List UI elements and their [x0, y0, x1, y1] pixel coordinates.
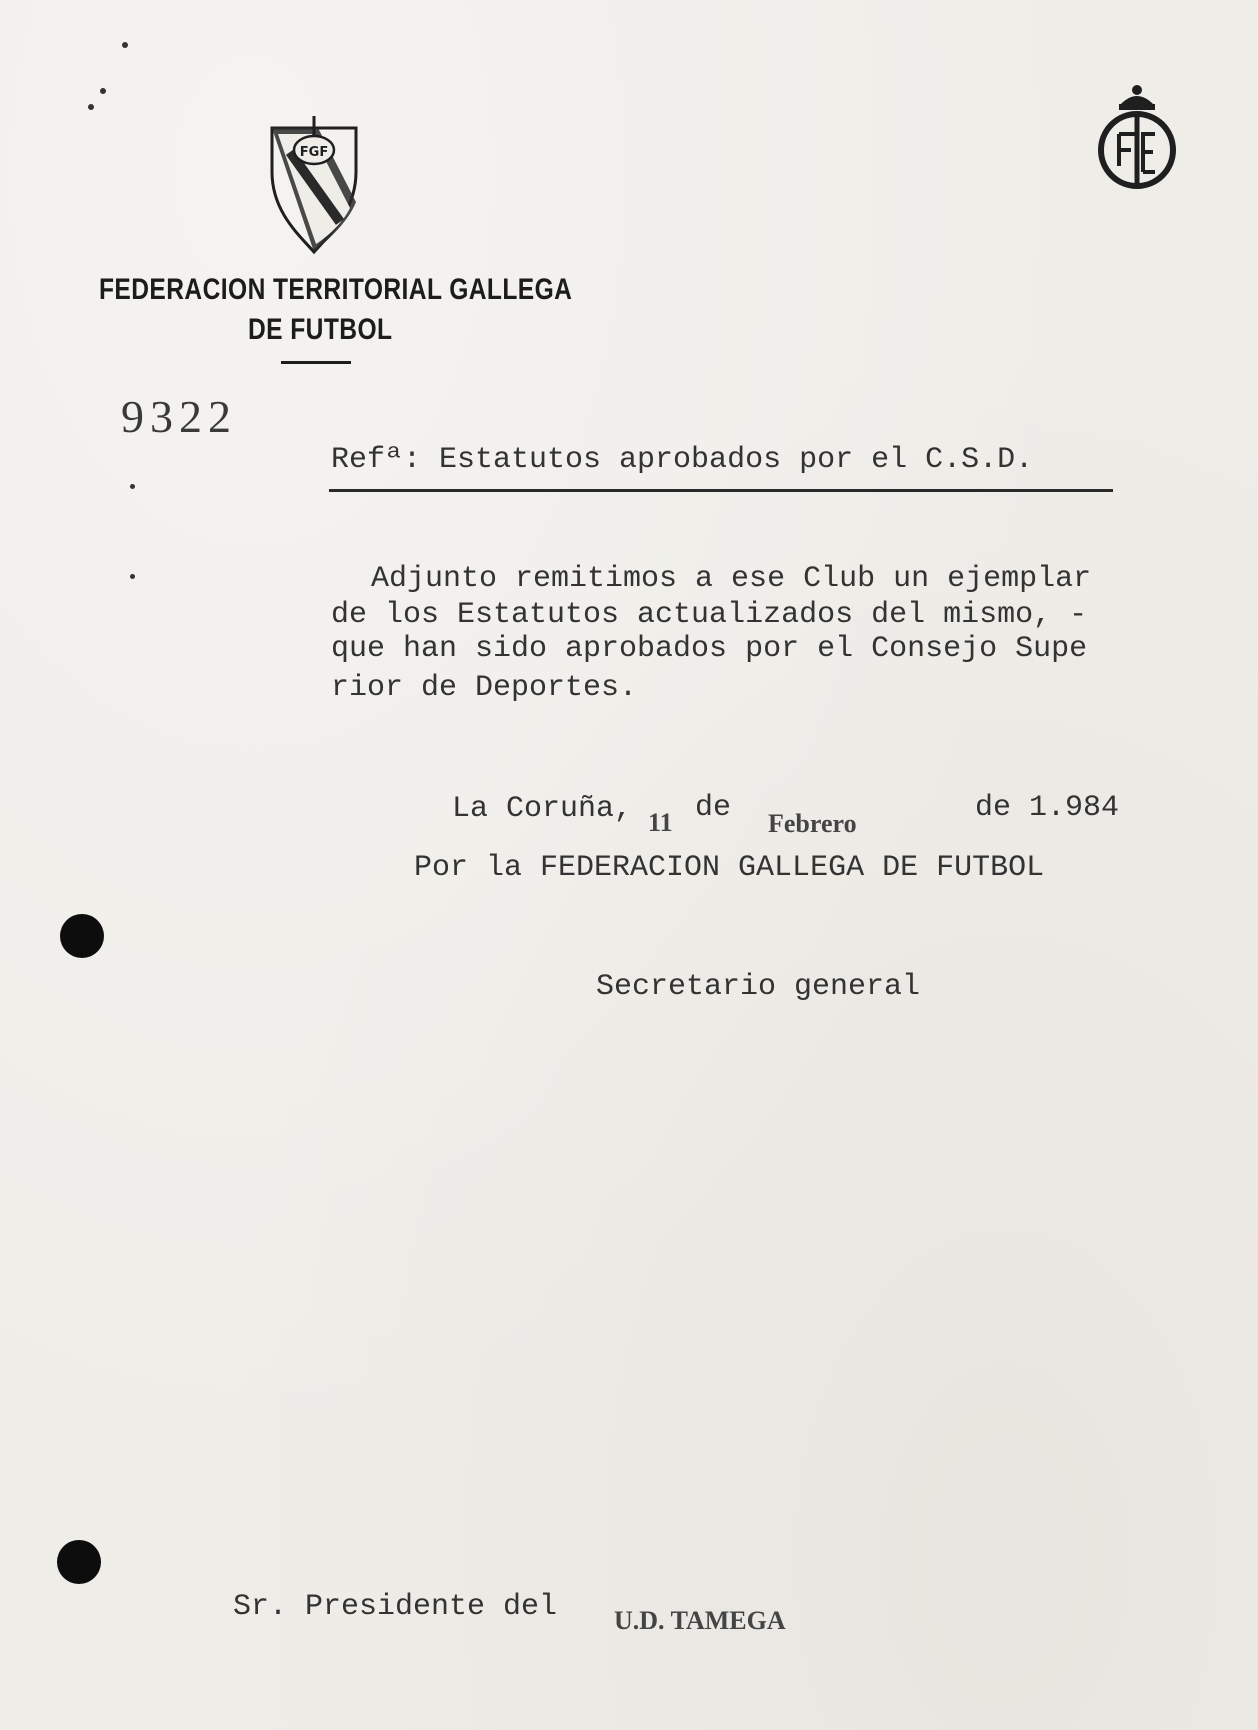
- body-line-3: que han sido aprobados por el Consejo Supe: [331, 632, 1088, 666]
- date-year: de 1.984: [975, 791, 1120, 825]
- federation-name-line-1: FEDERACION TERRITORIAL GALLEGA: [99, 273, 573, 306]
- stray-mark: [88, 104, 94, 110]
- stray-mark: [122, 42, 128, 48]
- letterhead-underline: [281, 361, 351, 364]
- punch-hole: [60, 914, 104, 958]
- body-line-1: Adjunto remitimos a ese Club un ejemplar: [371, 562, 1092, 596]
- signatory-organization: Por la FEDERACION GALLEGA DE FUTBOL: [414, 851, 1045, 885]
- registry-number: 9322: [121, 391, 237, 442]
- stray-mark: [130, 574, 135, 579]
- date-de-1: de: [695, 791, 732, 825]
- date-month: Febrero: [768, 809, 857, 838]
- rfef-crest-icon: [1097, 80, 1177, 192]
- addressee-club: U.D. TAMEGA: [614, 1606, 786, 1635]
- federation-name-line-2: DE FUTBOL: [248, 313, 393, 346]
- punch-hole: [57, 1540, 101, 1584]
- body-line-4: rior de Deportes.: [331, 671, 638, 705]
- federation-crest-icon: [268, 112, 360, 254]
- reference-line: Refª: Estatutos aprobados por el C.S.D.: [331, 443, 1034, 477]
- stray-mark: [100, 88, 106, 94]
- date-day: 11: [648, 808, 673, 837]
- addressee-label: Sr. Presidente del: [233, 1590, 558, 1624]
- body-line-2: de los Estatutos actualizados del mismo, -: [331, 598, 1088, 632]
- signatory-title: Secretario general: [596, 970, 921, 1004]
- reference-underline: [329, 489, 1113, 492]
- stray-mark: [130, 484, 135, 489]
- svg-text:FGF: FGF: [299, 145, 329, 160]
- date-place: La Coruña,: [452, 792, 633, 826]
